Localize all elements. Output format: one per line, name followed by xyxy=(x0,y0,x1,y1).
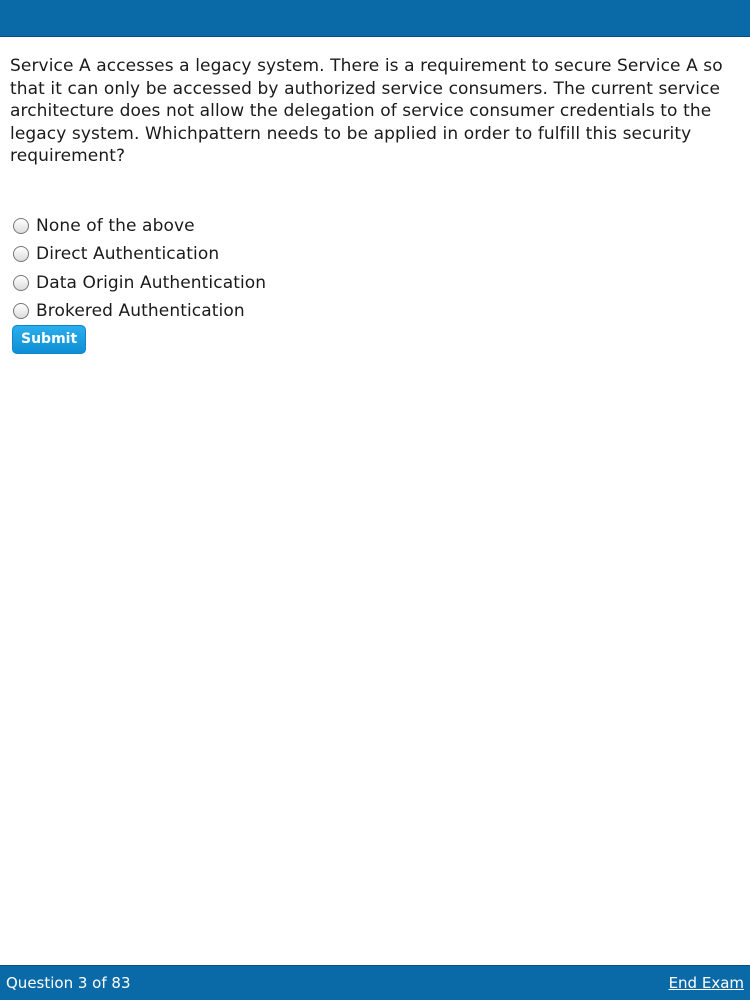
option-label: Brokered Authentication xyxy=(36,301,245,322)
option-none-of-the-above[interactable] xyxy=(13,212,266,240)
question-panel xyxy=(0,36,750,347)
answer-options xyxy=(13,212,266,325)
radio-button[interactable] xyxy=(13,275,29,291)
option-label: Direct Authentication xyxy=(36,244,220,265)
radio-button[interactable] xyxy=(13,303,29,319)
option-data-origin-authentication[interactable] xyxy=(13,269,266,297)
question-progress: Question 3 of 83 xyxy=(6,974,131,992)
header-bar xyxy=(0,0,750,37)
option-direct-authentication[interactable] xyxy=(13,240,266,268)
end-exam-link[interactable]: End Exam xyxy=(668,974,744,992)
option-label: None of the above xyxy=(36,216,195,237)
question-text: Service A accesses a legacy system. There is a requirement to secure Service A so that it can only be accessed by authorized service consumers. The current service architecture does not allow the delegation of service consumer credentials to the legacy system. Whichpattern needs to be applied in order to fulfill this security requirement? xyxy=(10,56,723,166)
footer-bar xyxy=(0,965,750,1000)
radio-button[interactable] xyxy=(13,246,29,262)
option-label: Data Origin Authentication xyxy=(36,272,267,293)
option-brokered-authentication[interactable] xyxy=(13,297,266,325)
submit-button[interactable]: Submit xyxy=(12,325,86,354)
radio-button[interactable] xyxy=(13,218,29,234)
